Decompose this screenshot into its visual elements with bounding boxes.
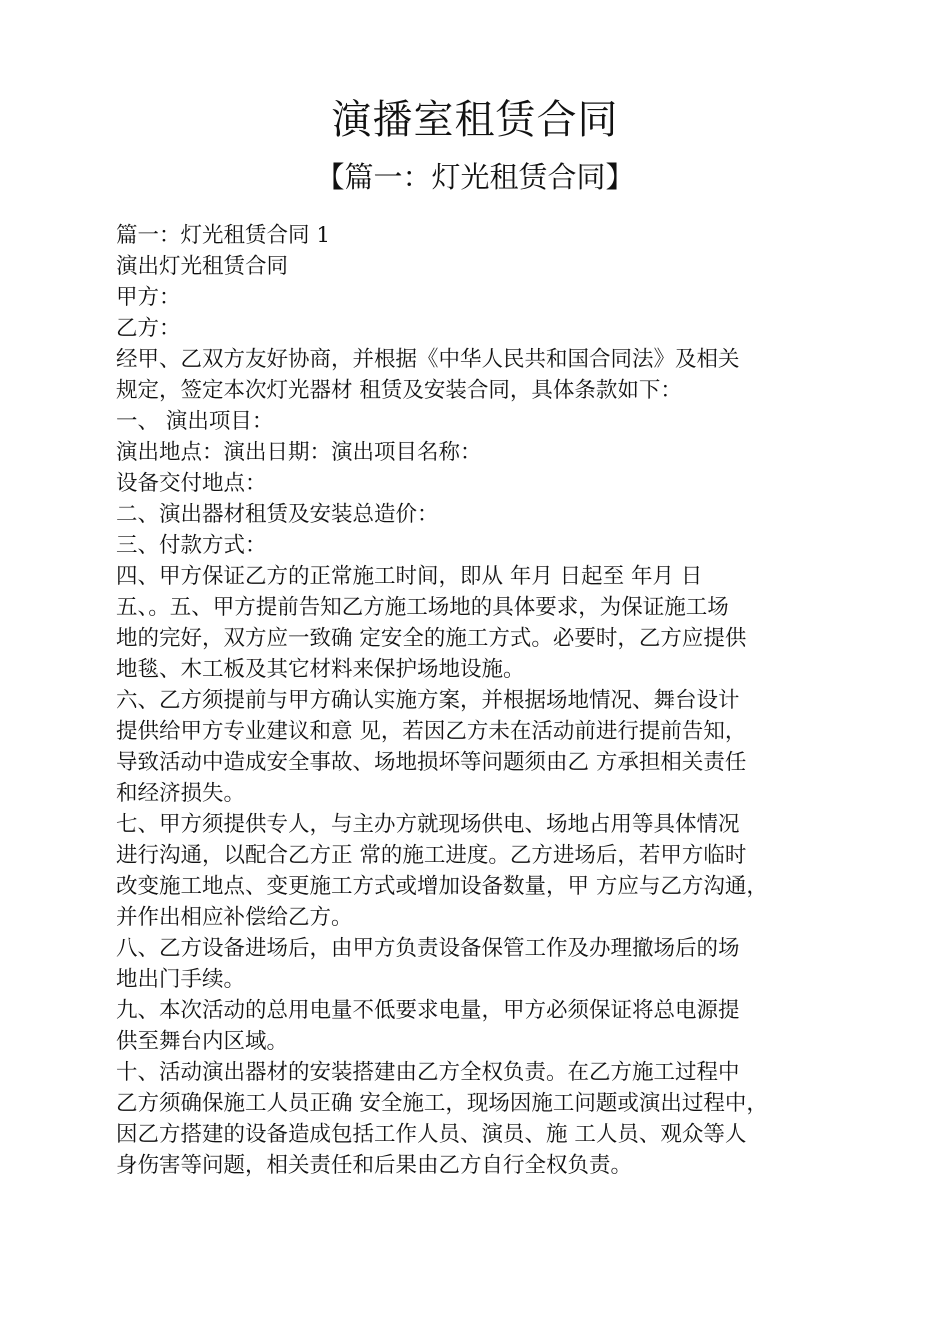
- text-line: 地出门手续。: [116, 967, 246, 992]
- text-line: 一、 演出项目：: [116, 409, 274, 434]
- text-line: 十、活动演出器材的安装搭建由乙方全权负责。在乙方施工过程中: [116, 1060, 740, 1085]
- text-line: 篇一：灯光租赁合同 1: [116, 223, 331, 248]
- text-line: 演出地点：演出日期：演出项目名称：: [116, 440, 482, 465]
- text-line: 提供给甲方专业建议和意 见，若因乙方未在活动前进行提前告知，: [116, 719, 747, 744]
- text-line: 设备交付地点：: [116, 471, 267, 496]
- text-line: 三、付款方式：: [116, 533, 267, 558]
- text-line: 地毯、木工板及其它材料来保护场地设施。: [116, 657, 525, 682]
- text-line: 和经济损失。: [116, 781, 246, 806]
- text-line: 六、乙方须提前与甲方确认实施方案，并根据场地情况、舞台设计: [116, 688, 740, 713]
- section-subtitle: 【篇一：灯光租赁合同】: [315, 160, 635, 194]
- text-line: 进行沟通，以配合乙方正 常的施工进度。乙方进场后，若甲方临时: [116, 843, 747, 868]
- document-title: 演播室租赁合同: [331, 97, 619, 143]
- text-line: 身伤害等问题，相关责任和后果由乙方自行全权负责。: [116, 1153, 633, 1178]
- text-line: 乙方：: [116, 316, 181, 341]
- text-line: 因乙方搭建的设备造成包括工作人员、演员、施 工人员、观众等人: [116, 1122, 747, 1147]
- text-line: 规定，签定本次灯光器材 租赁及安装合同，具体条款如下：: [116, 378, 682, 403]
- text-line: 九、本次活动的总用电量不低要求电量，甲方必须保证将总电源提: [116, 998, 740, 1023]
- text-line: 七、甲方须提供专人，与主办方就现场供电、场地占用等具体情况: [116, 812, 740, 837]
- text-line: 二、演出器材租赁及安装总造价：: [116, 502, 439, 527]
- text-line: 演出灯光租赁合同: [116, 254, 289, 279]
- contract-body: [116, 220, 856, 1181]
- text-line: 导致活动中造成安全事故、场地损坏等问题须由乙 方承担相关责任: [116, 750, 747, 775]
- text-line: 供至舞台内区域。: [116, 1029, 289, 1054]
- text-line: 四、甲方保证乙方的正常施工时间，即从 年月 日起至 年月 日: [116, 564, 703, 589]
- text-line: 改变施工地点、变更施工方式或增加设备数量，甲 方应与乙方沟通，: [116, 874, 768, 899]
- text-line: 地的完好，双方应一致确 定安全的施工方式。必要时，乙方应提供: [116, 626, 747, 651]
- text-line: 乙方须确保施工人员正确 安全施工，现场因施工问题或演出过程中，: [116, 1091, 768, 1116]
- text-line: 五、。五、甲方提前告知乙方施工场地的具体要求，为保证施工场: [116, 595, 729, 620]
- text-line: 甲方：: [116, 285, 181, 310]
- text-line: 八、乙方设备进场后，由甲方负责设备保管工作及办理撤场后的场: [116, 936, 740, 961]
- text-line: 经甲、乙双方友好协商，并根据《中华人民共和国合同法》及相关: [116, 347, 740, 372]
- text-line: 并作出相应补偿给乙方。: [116, 905, 353, 930]
